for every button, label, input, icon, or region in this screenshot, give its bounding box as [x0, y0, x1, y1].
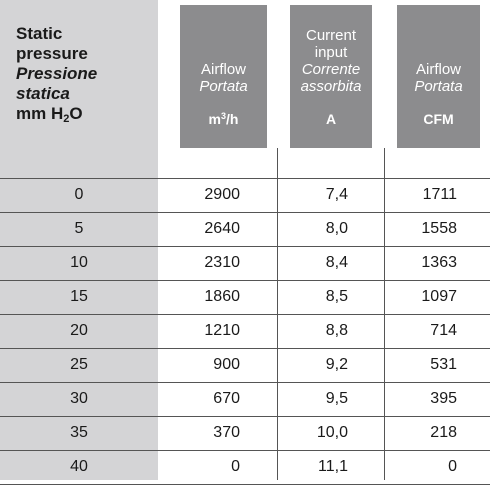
current-input-header	[290, 5, 372, 148]
current-unit: A	[325, 111, 337, 127]
pressure-cell: 0	[74, 186, 84, 203]
corrente-label: Corrente	[301, 61, 361, 78]
input-label: input	[314, 44, 348, 61]
airflow-cfm-cell: 0	[448, 458, 457, 475]
airflow-cfm-cell: 1558	[421, 220, 457, 237]
airflow-m3h-cell: 0	[231, 458, 240, 475]
current-cell: 8,0	[325, 220, 348, 237]
airflow-cfm-cell: 1711	[422, 186, 457, 203]
pressure-cell: 15	[70, 288, 88, 305]
pressure-cell: 20	[70, 322, 88, 339]
current-cell: 8,4	[325, 254, 348, 271]
current-label: Current	[305, 27, 357, 44]
airflow-cfm-cell: 395	[430, 390, 457, 407]
airflow-cfm-header	[397, 5, 480, 148]
pressione-label: Pressione	[16, 64, 98, 83]
airflow-cfm-cell: 218	[430, 424, 457, 441]
airflow-m3h-cell: 2310	[204, 254, 240, 271]
airflow-m3h-cell: 2640	[204, 220, 240, 237]
static-pressure-unit: mm $H_2O$	[16, 104, 83, 125]
current-cell: 9,5	[325, 390, 348, 407]
static-pressure-header	[16, 24, 156, 124]
airflow-cfm-label: Airflow	[415, 61, 461, 78]
airflow-m3h-cell: 370	[213, 424, 240, 441]
statica-label: statica	[16, 84, 70, 103]
current-cell: 7,4	[325, 186, 348, 203]
airflow-m3h-unit: $m^3/h$	[208, 111, 239, 127]
airflow-cfm-cell: 714	[430, 322, 457, 339]
airflow-m3h-cell: 1860	[204, 288, 240, 305]
airflow-m3h-header	[180, 5, 267, 148]
airflow-cfm-cell: 1363	[421, 254, 457, 271]
portata-cfm-label: Portata	[414, 78, 463, 95]
current-cell: 10,0	[316, 424, 348, 441]
airflow-m3h-cell: 2900	[204, 186, 240, 203]
airflow-m3h-cell: 670	[213, 390, 240, 407]
airflow-m3h-cell: 1210	[204, 322, 240, 339]
pressure-cell: 35	[70, 424, 88, 441]
pressure-cell: 5	[74, 220, 84, 237]
portata-label: Portata	[199, 78, 248, 95]
current-cell: 8,5	[325, 288, 348, 305]
airflow-cfm-cell: 1097	[421, 288, 457, 305]
row-divider	[0, 484, 490, 485]
current-cell: 8,8	[325, 322, 348, 339]
airflow-cfm-unit: CFM	[423, 111, 454, 127]
current-cell: 9,2	[325, 356, 348, 373]
pressure-cell: 30	[70, 390, 88, 407]
pressure-cell: 25	[70, 356, 88, 373]
pressure-cell: 40	[70, 458, 88, 475]
pressure-cell: 10	[70, 254, 88, 271]
static-pressure-label-2: pressure	[16, 44, 88, 63]
assorbita-label: assorbita	[300, 78, 362, 95]
airflow-m3h-cell: 900	[213, 356, 240, 373]
airflow-label: Airflow	[200, 61, 246, 78]
airflow-cfm-cell: 531	[430, 356, 457, 373]
current-cell: 11,1	[318, 458, 348, 475]
static-pressure-label: Static	[16, 24, 63, 43]
